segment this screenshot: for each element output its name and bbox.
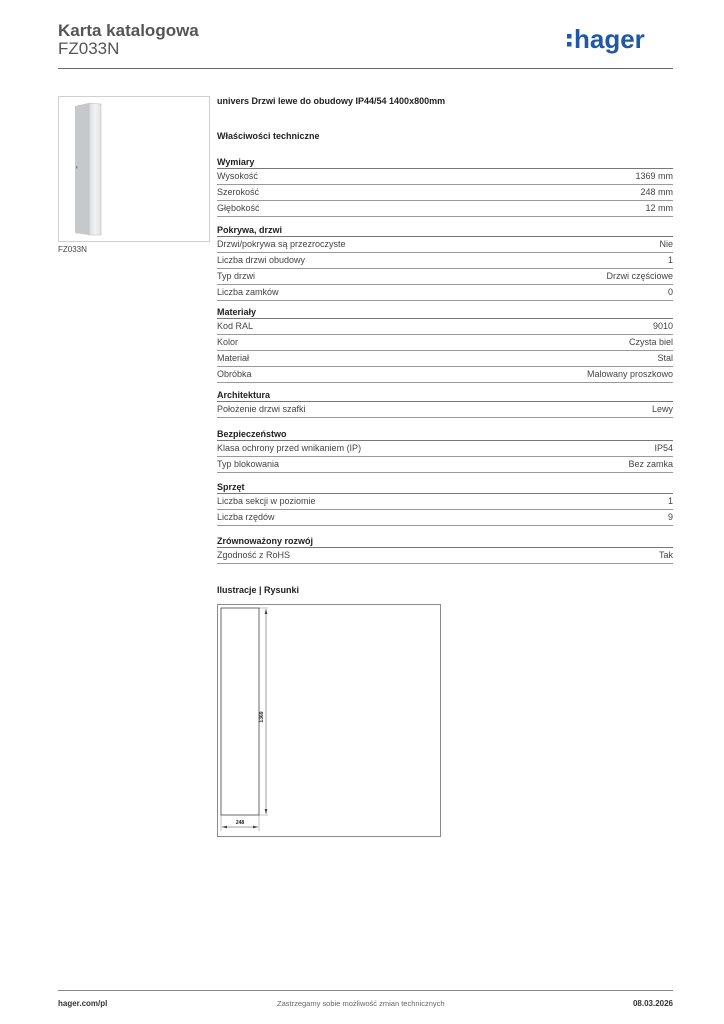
spec-row: [217, 185, 673, 201]
spec-label: Materiał: [217, 353, 250, 363]
spec-row: [217, 351, 673, 367]
spec-label: Typ blokowania: [217, 459, 280, 469]
section-safety: [217, 428, 673, 473]
spec-label: Typ drzwi: [217, 271, 256, 281]
spec-row: [217, 319, 673, 335]
spec-label: Liczba drzwi obudowy: [217, 255, 306, 265]
spec-row: [217, 494, 673, 510]
spec-label: Liczba sekcji w poziomie: [217, 496, 316, 506]
spec-value: Stal: [657, 353, 673, 363]
spec-value: 1369 mm: [635, 171, 673, 181]
footer-website-link[interactable]: hager.com/pl: [58, 999, 108, 1008]
section-title: Zrównoważony rozwój: [217, 535, 673, 548]
spec-value: 248 mm: [640, 187, 673, 197]
spec-row: [217, 169, 673, 185]
spec-row: [217, 253, 673, 269]
spec-value: Bez zamka: [628, 459, 673, 469]
spec-value: 0: [667, 287, 673, 297]
spec-value: Nie: [659, 239, 673, 249]
spec-label: Zgodność z RoHS: [217, 550, 291, 560]
spec-label: Drzwi/pokrywa są przezroczyste: [217, 239, 346, 249]
logo-text: hager: [574, 26, 645, 54]
spec-row: [217, 269, 673, 285]
section-dimensions: [217, 156, 673, 217]
spec-label: Kod RAL: [217, 321, 254, 331]
spec-value: 12 mm: [645, 203, 673, 213]
spec-value: Lewy: [651, 404, 673, 414]
height-dimension-label: 1369: [259, 711, 265, 723]
spec-row: [217, 402, 673, 418]
section-title: Architektura: [217, 389, 673, 402]
spec-row: [217, 285, 673, 301]
spec-value: Tak: [658, 550, 673, 560]
spec-value: IP54: [654, 443, 673, 453]
section-title: Bezpieczeństwo: [217, 428, 673, 441]
width-dimension-label: 248: [235, 820, 245, 826]
hager-logo: [566, 26, 674, 58]
footer-disclaimer: Zastrzegamy sobie możliwość zmian technicznych: [277, 999, 445, 1008]
spec-row: [217, 457, 673, 473]
door-illustration: [71, 102, 195, 236]
technical-drawing: [217, 604, 441, 837]
spec-row: [217, 548, 673, 564]
spec-value: 1: [667, 496, 673, 506]
section-cover-door: [217, 224, 673, 301]
section-architecture: [217, 389, 673, 418]
spec-row: [217, 367, 673, 383]
section-title: Pokrywa, drzwi: [217, 224, 673, 237]
section-sustainability: [217, 535, 673, 564]
spec-label: Liczba zamków: [217, 287, 279, 297]
spec-label: Szerokość: [217, 187, 260, 197]
spec-label: Wysokość: [217, 171, 258, 181]
door-outline: [221, 608, 259, 815]
spec-value: 9: [667, 512, 673, 522]
spec-row: [217, 441, 673, 457]
spec-row: [217, 201, 673, 217]
spec-row: [217, 335, 673, 351]
spec-label: Liczba rzędów: [217, 512, 275, 522]
spec-value: 9010: [652, 321, 673, 331]
illustrations-heading: Ilustracje | Rysunki: [217, 585, 300, 595]
product-code: FZ033N: [58, 39, 120, 58]
spec-label: Obróbka: [217, 369, 252, 379]
header-divider: [58, 68, 673, 69]
section-materials: [217, 306, 673, 383]
spec-value: Czysta biel: [628, 337, 673, 347]
spec-label: Klasa ochrony przed wnikaniem (IP): [217, 443, 362, 453]
drawing-svg: [218, 605, 440, 836]
document-title: Karta katalogowa: [58, 21, 199, 40]
spec-row: [217, 237, 673, 253]
spec-label: Głębokość: [217, 203, 260, 213]
spec-label: Kolor: [217, 337, 239, 347]
section-title: Wymiary: [217, 156, 673, 169]
product-image: [58, 96, 210, 242]
technical-properties-heading: Właściwości techniczne: [217, 131, 320, 141]
spec-value: Malowany proszkowo: [586, 369, 673, 379]
product-description: univers Drzwi lewe do obudowy IP44/54 1400x800mm: [217, 96, 446, 106]
footer-date: 08.03.2026: [632, 999, 673, 1008]
section-title: Sprzęt: [217, 481, 673, 494]
spec-value: Drzwi częściowe: [606, 271, 673, 281]
section-hardware: [217, 481, 673, 526]
spec-label: Położenie drzwi szafki: [217, 404, 306, 414]
spec-row: [217, 510, 673, 526]
product-image-caption: FZ033N: [58, 245, 87, 254]
section-title: Materiały: [217, 306, 673, 319]
footer-divider: [58, 990, 673, 991]
spec-value: 1: [667, 255, 673, 265]
